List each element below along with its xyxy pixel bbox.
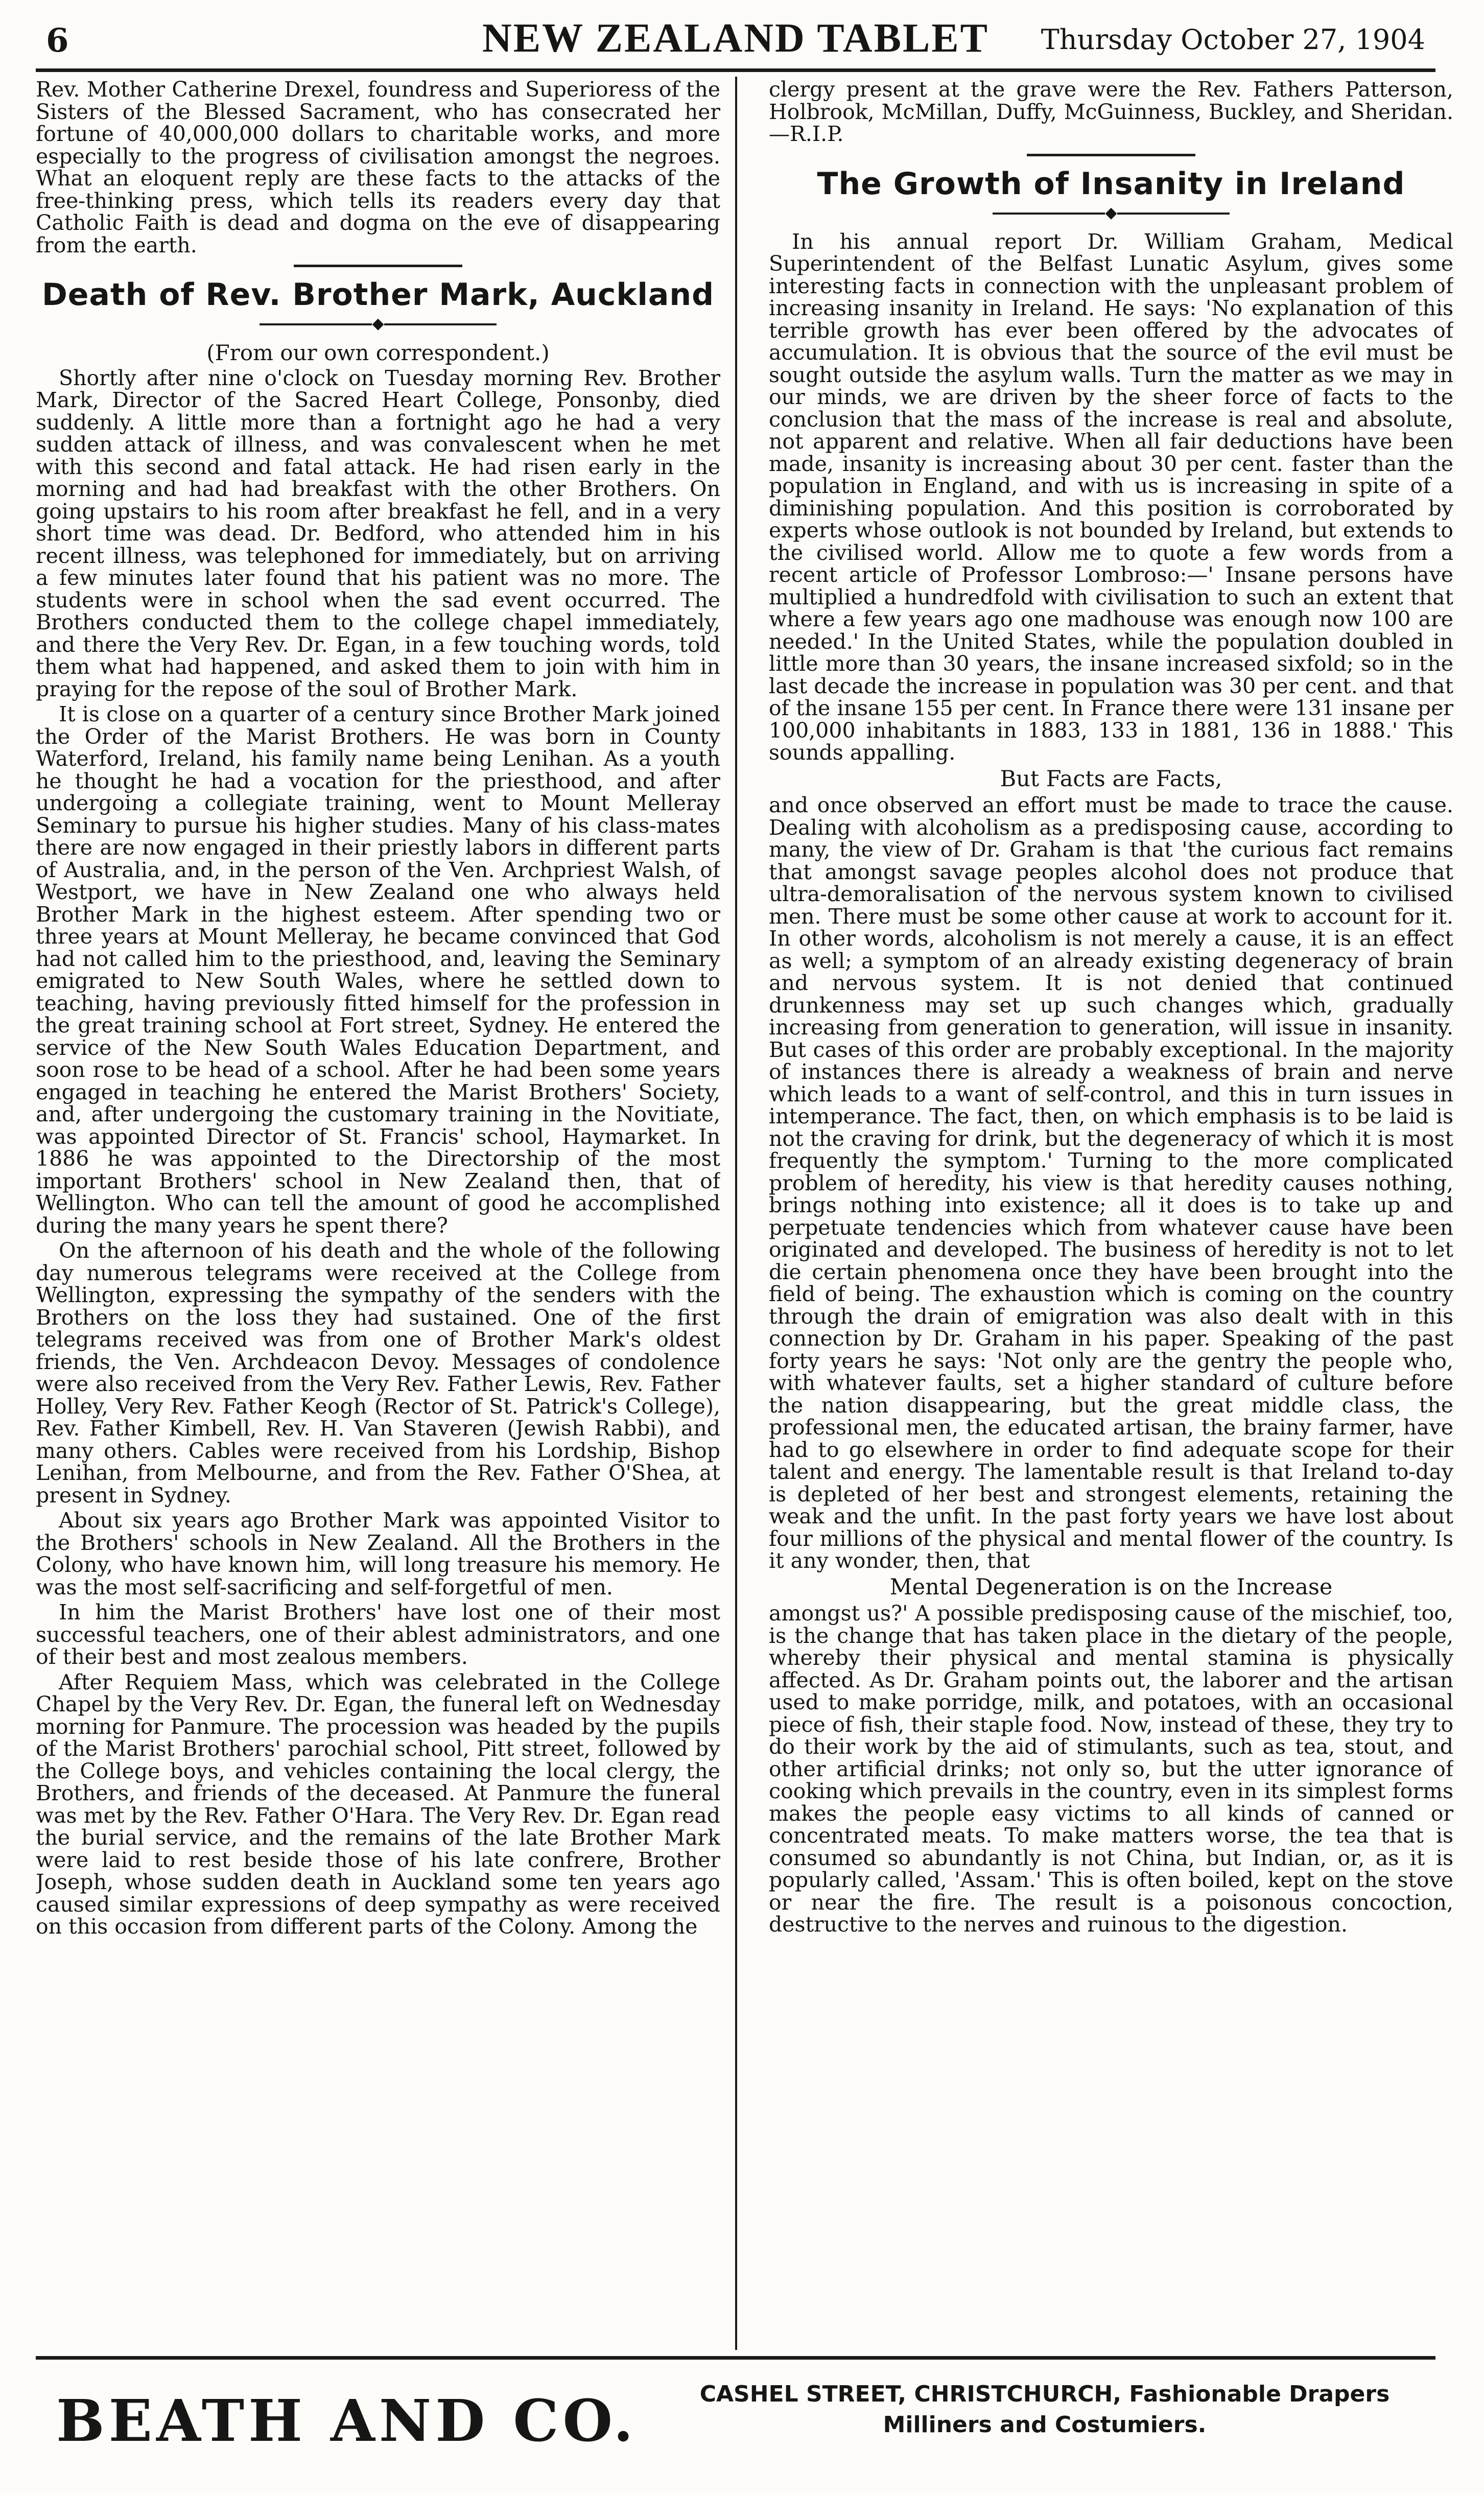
masthead: NEW ZEALAND TABLET <box>482 16 990 61</box>
article-paragraph: After Requiem Mass, which was celebrated in the College Chapel by the Very Rev. Dr. Egan, the funeral left on Wednesday morning for Panmure. The procession was headed by the pupils of the Marist Brothers' parochial school, Pitt street, followed by the College boys, and vehicles containing the local clergy, the Brothers, and friends of the deceased. At Panmure the funeral was met by the Rev. Father O'Hara. The Very Rev. Dr. Egan read the burial service, and the remains of the late Brother Mark were laid to rest beside those of his late confrere, Brother Joseph, whose sudden death in Auckland some ten years ago caused similar expressions of deep sympathy as were received on this occasion from different parts of the Colony. Among the <box>36 1669 720 1939</box>
article-headline: Death of Rev. Brother Mark, Auckland <box>41 277 715 313</box>
article-paragraph: About six years ago Brother Mark was appointed Visitor to the Brothers' schools in New Zealand. All the Brothers in the Colony, who have known him, will long treasure his memory. He was the most self-sacrificing and self-forgetful of men. <box>36 1508 720 1599</box>
advertiser-name: BEATH AND CO. <box>56 2388 638 2455</box>
column-divider <box>735 77 737 2350</box>
continued-paragraph: Rev. Mother Catherine Drexel, foundress and Superioress of the Sisters of the Blessed Sacrament, who has consecrated her fortune of 40,000,000 dollars to charitable works, and more especially to the progress of civilisation amongst the negroes. What an eloquent reply are these facts to the attacks of the free-thinking press, which tells its readers every day that Catholic Faith is dead and dogma on the eve of disappearing from the earth. <box>36 79 720 257</box>
left-column <box>36 79 720 2347</box>
issue-date: Thursday October 27, 1904 <box>1041 23 1425 56</box>
page-number: 6 <box>46 21 69 60</box>
article-subhead: But Facts are Facts, <box>1000 766 1222 792</box>
article-paragraph: amongst us?' A possible predisposing cause of the mischief, too, is the change that has taken place in the dietary of the people, whereby their physical and mental stamina is physically affected. As Dr. Graham points out, the laborer and the artisan used to make porridge, milk, and potatoes, with an occasional piece of fish, their staple food. Now, instead of these, they try to do their work by the aid of stimulants, such as tea, stout, and other artificial drinks; not only so, but the utter ignorance of cooking which prevails in the country, even in its simplest forms makes the people easy victims to all kinds of canned or concentrated meats. To make matters worse, the tea that is consumed so abundantly is not China, but Indian, or, as it is popularly called, 'Assam.' This is often boiled, kept on the stove or near the fire. The result is a poisonous concoction, destructive to the nerves and ruinous to the digestion. <box>769 1601 1453 1937</box>
article-subhead: Mental Degeneration is on the Increase <box>889 1574 1333 1600</box>
article-paragraph: and once observed an effort must be made to trace the cause. Dealing with alcoholism as a predisposing cause, according to many, the view of Dr. Graham is that 'the curious fact remains that amongst savage peoples alcohol does not produce that ultra-demoralisation of the nervous system known to civilised men. There must be some other cause at work to account for it. In other words, alcoholism is not merely a cause, it is an effect as well; a symptom of an already existing degeneracy of brain and nervous system. It is not denied that continued drunkenness may set up such changes which, gradually increasing from generation to generation, will issue in insanity. But cases of this order are probably exceptional. In the majority of instances there is already a weakness of brain and nerve which leads to a want of self-control, and this in turn issues in intemperance. The fact, then, on which emphasis is to be laid is not the craving for drink, but the degeneracy of which it is most frequently the symptom.' Turning to the more complicated problem of heredity, his view is that heredity causes nothing, brings nothing into existence; all it does is to take up and perpetuate tendencies which from whatever cause have been originated and developed. The business of heredity is not to let die certain phenomena once they have been brought into the field of being. The exhaustion which is coming on the country through the drain of emigration was also dealt with in this connection by Dr. Graham in his paper. Speaking of the past forty years he says: 'Not only are the gentry the people who, with whatever faults, set a higher standard of culture before the nation disappearing, but the great middle class, the professional men, the educated artisan, the brainy farmer, have had to go elsewhere in order to find adequate scope for their talent and energy. The lamentable result is that Ireland to-day is depleted of her best and strongest elements, retaining the weak and the unfit. In the past forty years we have lost about four millions of the physical and mental flower of the country. Is it any wonder, then, that <box>769 793 1453 1573</box>
headline-ornament: ◆ <box>36 315 720 333</box>
article-paragraph: It is close on a quarter of a century since Brother Mark joined the Order of the Marist Brothers. He was born in County Waterford, Ireland, his family name being Lenihan. As a youth he thought he had a vocation for the priesthood, and after undergoing a collegiate training, went to Mount Melleray Seminary to pursue his higher studies. Many of his class-mates there are now engaged in their priestly labors in different parts of Australia, and, in the person of the Ven. Archpriest Walsh, of Westport, we have in New Zealand one who always held Brother Mark in the highest esteem. After spending two or three years at Mount Melleray, he became convinced that God had not called him to the priesthood, and, leaving the Seminary emigrated to New South Wales, where he settled down to teaching, having previously fitted himself for the profession in the great training school at Fort street, Sydney. He entered the service of the New South Wales Education Department, and soon rose to be head of a school. After he had been some years engaged in teaching he entered the Marist Brothers' Society, and, after undergoing the customary training in the Novitiate, was appointed Director of St. Francis' school, Haymarket. In 1886 he was appointed to the Directorship of the most important Brothers' school in New Zealand then, that of Wellington. Who can tell the amount of good he accomplished during the many years he spent there? <box>36 702 720 1238</box>
article-byline: (From our own correspondent.) <box>206 340 550 365</box>
section-divider <box>294 265 462 267</box>
advertiser-address: CASHEL STREET, CHRISTCHURCH, Fashionable Drapers <box>699 2381 1390 2407</box>
right-column <box>769 79 1453 2347</box>
article-headline: The Growth of Insanity in Ireland <box>817 166 1405 202</box>
page-header <box>36 12 1435 72</box>
article-paragraph: Shortly after nine o'clock on Tuesday morning Rev. Brother Mark, Director of the Sacred Heart College, Ponsonby, died suddenly. A little more than a fortnight ago he had a very sudden attack of illness, and was convalescent when he met with this second and fatal attack. He had risen early in the morning and had had breakfast with the other Brothers. On going upstairs to his room after breakfast he fell, and in a very short time was dead. Dr. Bedford, who attended him in his recent illness, was telephoned for immediately, but on arriving a few minutes later found that his patient was no more. The students were in school when the sad event occurred. The Brothers conducted them to the college chapel immediately, and there the Very Rev. Dr. Egan, in a few touching words, told them what had happened, and asked them to join with him in praying for the repose of the soul of Brother Mark. <box>36 365 720 701</box>
advertiser-tagline: Milliners and Costumiers. <box>883 2412 1207 2438</box>
article-paragraph: In him the Marist Brothers' have lost one of their most successful teachers, one of their ablest administrators, and one of their best and most zealous members. <box>36 1600 720 1669</box>
section-divider <box>1027 154 1195 156</box>
footer-advertisement <box>36 2356 1435 2487</box>
continued-paragraph: clergy present at the grave were the Rev. Fathers Patterson, Holbrook, McMillan, Duffy, McGuinness, Buckley, and Sheridan.—R.I.P. <box>769 79 1453 146</box>
headline-ornament: ◆ <box>769 204 1453 222</box>
article-paragraph: In his annual report Dr. William Graham, Medical Superintendent of the Belfast Lunatic Asylum, gives some interesting facts in connection with the unpleasant problem of increasing insanity in Ireland. He says: 'No explanation of this terrible growth has ever been offered by the advocates of accumulation. It is obvious that the source of the evil must be sought outside the asylum walls. Turn the matter as we may in our minds, we are driven by the sheer force of facts to the conclusion that the mass of the increase is real and absolute, not apparent and relative. When all fair deductions have been made, insanity is increasing about 30 per cent. faster than the population in England, and with us is increasing in spite of a diminishing population. And this position is corroborated by experts whose outlook is not bounded by Ireland, but extends to the civilised world. Allow me to quote a few words from a recent article of Professor Lombroso:—' Insane persons have multiplied a hundredfold with civilisation to such an extent that where a few years ago one madhouse was enough now 100 are needed.' In the United States, while the population doubled in little more than 30 years, the insane increased sixfold; so in the last decade the increase in population was 30 per cent. and that of the insane 155 per cent. In France there were 131 insane per 100,000 inhabitants in 1883, 133 in 1881, 136 in 1888.' This sounds appalling. <box>769 229 1453 765</box>
article-paragraph: On the afternoon of his death and the whole of the following day numerous telegrams were received at the College from Wellington, expressing the sympathy of the senders with the Brothers on the loss they had sustained. One of the first telegrams received was from one of Brother Mark's oldest friends, the Ven. Archdeacon Devoy. Messages of condolence were also received from the Very Rev. Father Lewis, Rev. Father Holley, Very Rev. Father Keogh (Rector of St. Patrick's College), Rev. Father Kimbell, Rev. H. Van Staveren (Jewish Rabbi), and many others. Cables were received from his Lordship, Bishop Lenihan, from Melbourne, and from the Rev. Father O'Shea, at present in Sydney. <box>36 1238 720 1508</box>
